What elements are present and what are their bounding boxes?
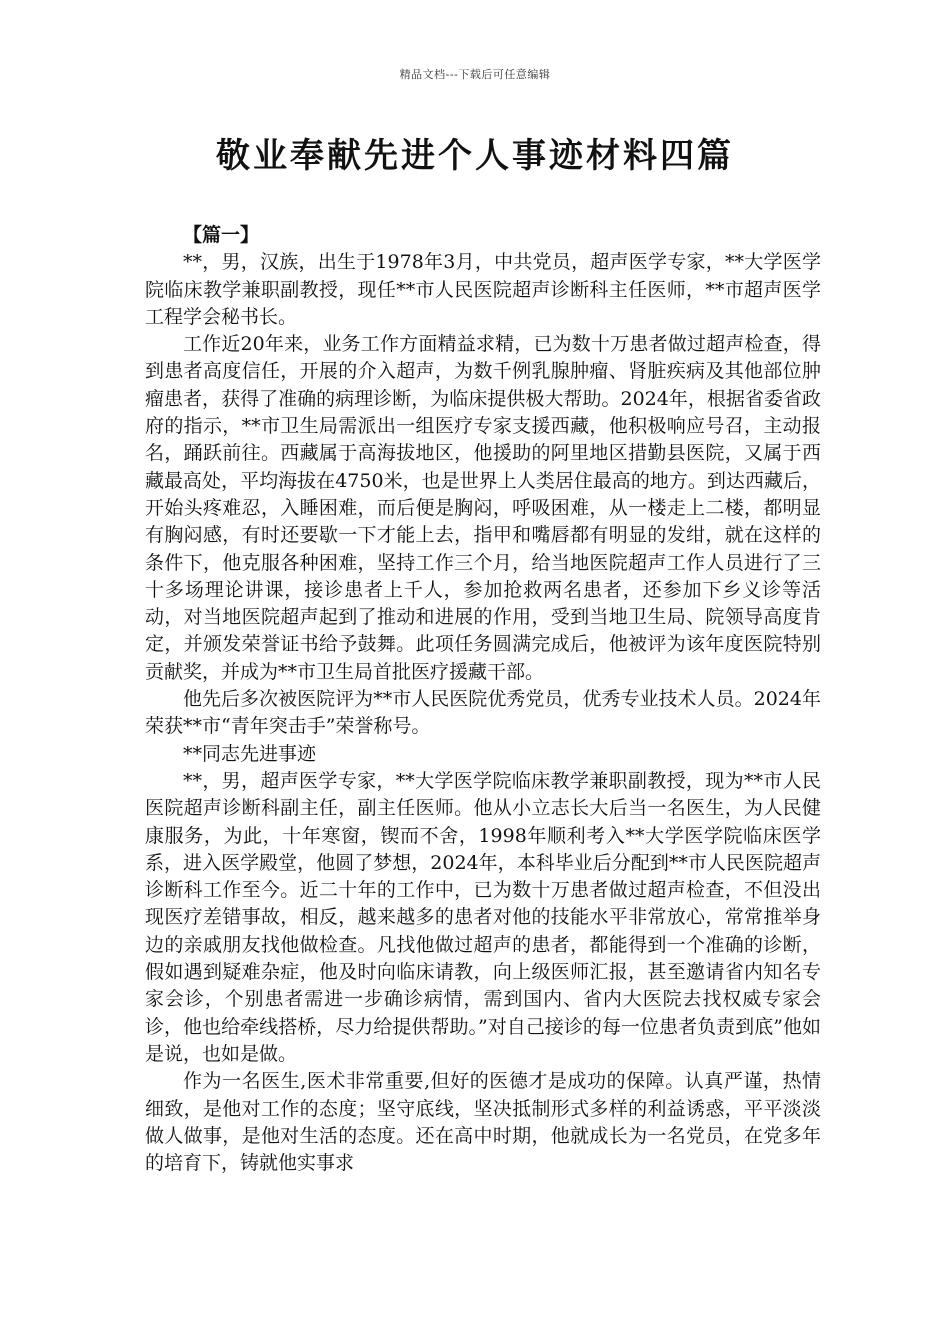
paragraph: 他先后多次被医院评为**市人民医院优秀党员，优秀专业技术人员。2024年荣获**市“青年突击手”荣誉称号。 [145, 688, 821, 738]
paragraph: 作为一名医生,医术非常重要,但好的医德才是成功的保障。认真严谨，热情细致，是他对工作的态度；坚守底线，坚决抵制形式多样的利益诱惑，平平淡淡做人做事，是他对生活的态度。还在高中时期，他就成长为一名党员，在党多年的培育下，铸就他实事求 [145, 1070, 821, 1175]
paragraph: **，男，超声医学专家，**大学医学院临床教学兼职副教授，现为**市人民医院超声诊断科副主任，副主任医师。他从小立志长大后当一名医生，为人民健康服务，为此，十年寒窗，锲而不舍，1998年顺利考入**大学医学院临床医学系，进入医学殿堂，他圆了梦想，2024年，本科毕业后分配到**市人民医院超声诊断科工作至今。近二十年的工作中，已为数十万患者做过超声检查，不但没出现医疗差错事故，相反，越来越多的患者对他的技能水平非常放心，常常推举身边的亲戚朋友找他做检查。凡找他做过超声的患者，都能得到一个准确的诊断，假如遇到疑难杂症，他及时向临床请教，向上级医师汇报，甚至邀请省内知名专家会诊，个别患者需进一步确诊病情，需到国内、省内大医院去找权威专家会诊，他也给牵线搭桥，尽力给提供帮助。”对自己接诊的每一位患者负责到底”他如是说，也如是做。 [145, 769, 821, 1065]
header-note: 精品文档---下载后可任意编辑 [399, 68, 551, 81]
document-body [145, 222, 821, 1177]
document-title: 敬业奉献先进个人事迹材料四篇 [216, 136, 734, 176]
sub-heading: **同志先进事迹 [183, 742, 317, 765]
section-heading: 【篇一】 [183, 224, 260, 246]
paragraph: 工作近20年来，业务工作方面精益求精，已为数十万患者做过超声检查，得到患者高度信任，开展的介入超声，为数千例乳腺肿瘤、肾脏疾病及其他部位肿瘤患者，获得了准确的病理诊断，为临床提供极大帮助。2024年，根据省委省政府的指示，**市卫生局需派出一组医疗专家支援西藏，他积极响应号召，主动报名，踊跃前往。西藏属于高海拔地区，他援助的阿里地区措勤县医院，又属于西藏最高处，平均海拔在4750米，也是世界上人类居住最高的地方。到达西藏后，开始头疼难忍，入睡困难，而后便是胸闷，呼吸困难，从一楼走上二楼，都明显有胸闷感，有时还要歇一下才能上去，指甲和嘴唇都有明显的发绀，就在这样的条件下，他克服各种困难，坚持工作三个月，给当地医院超声工作人员进行了三十多场理论讲课，接诊患者上千人，参加抢救两名患者，还参加下乡义诊等活动，对当地医院超声起到了推动和进展的作用，受到当地卫生局、院领导高度肯定，并颁发荣誉证书给予鼓舞。此项任务圆满完成后，他被评为该年度医院特别贡献奖，并成为**市卫生局首批医疗援藏干部。 [145, 333, 821, 683]
paragraph: **，男，汉族，出生于1978年3月，中共党员，超声医学专家，**大学医学院临床教学兼职副教授，现任**市人民医院超声诊断科主任医师，**市超声医学工程学会秘书长。 [145, 251, 821, 328]
